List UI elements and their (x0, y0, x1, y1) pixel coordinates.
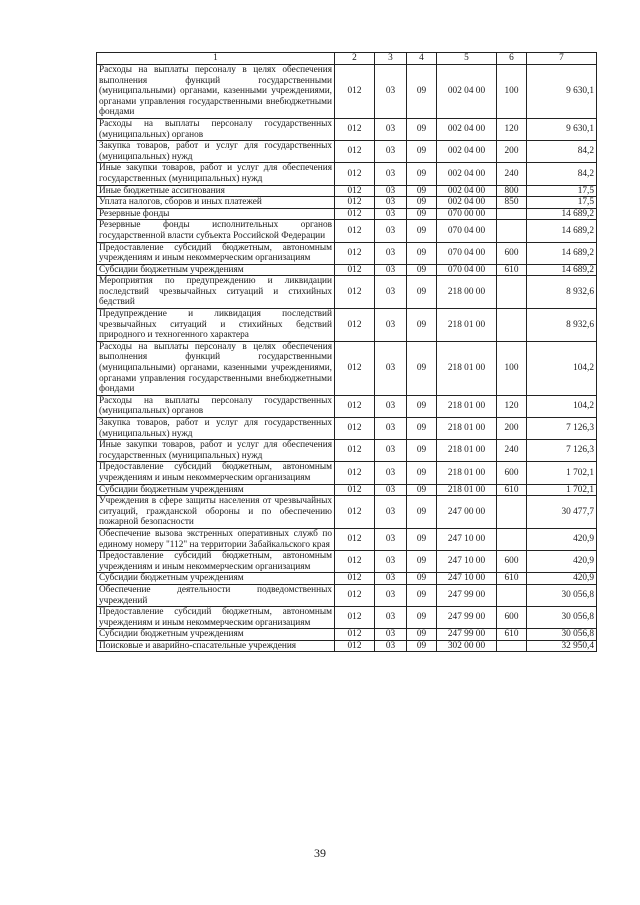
budget-item-name: Предоставление субсидий бюджетным, автономным учреждениям и иным некоммерческим организациям (97, 462, 335, 484)
table-header-row (97, 53, 597, 65)
budget-item-name: Предоставление субсидий бюджетным, автономным учреждениям и иным некоммерческим организациям (97, 242, 335, 264)
subsection-code: 09 (407, 418, 437, 440)
amount: 104,2 (527, 395, 597, 417)
table-row (97, 551, 597, 573)
table-row (97, 197, 597, 209)
subsection-code: 09 (407, 528, 437, 550)
table-row (97, 607, 597, 629)
table-row (97, 395, 597, 417)
column-header: 2 (335, 53, 375, 65)
target-article-code: 070 00 00 (437, 208, 497, 220)
amount: 9 630,1 (527, 118, 597, 140)
expense-type-code: 600 (497, 242, 527, 264)
budget-item-name: Иные бюджетные ассигнования (97, 185, 335, 197)
table-row (97, 208, 597, 220)
table-body (97, 53, 597, 652)
ministry-code: 012 (335, 484, 375, 496)
amount: 8 932,6 (527, 309, 597, 342)
subsection-code: 09 (407, 197, 437, 209)
target-article-code: 218 01 00 (437, 418, 497, 440)
budget-item-name: Субсидии бюджетным учреждениям (97, 573, 335, 585)
budget-item-name: Расходы на выплаты персоналу в целях обеспечения выполнения функций государственными (муниципальными) органами, казенными учреждениями, органами управления государственными внебюджетными фондами (97, 65, 335, 119)
column-header: 1 (97, 53, 335, 65)
ministry-code: 012 (335, 185, 375, 197)
ministry-code: 012 (335, 584, 375, 606)
budget-item-name: Закупка товаров, работ и услуг для государственных (муниципальных) нужд (97, 141, 335, 163)
subsection-code: 09 (407, 341, 437, 395)
budget-item-name: Резервные фонды исполнительных органов государственной власти субъекта Российской Федерации (97, 220, 335, 242)
table-row (97, 462, 597, 484)
target-article-code: 247 99 00 (437, 584, 497, 606)
ministry-code: 012 (335, 276, 375, 309)
ministry-code: 012 (335, 629, 375, 641)
table-row (97, 573, 597, 585)
budget-item-name: Поисковые и аварийно-спасательные учреждения (97, 640, 335, 652)
amount: 420,9 (527, 551, 597, 573)
subsection-code: 09 (407, 118, 437, 140)
amount: 84,2 (527, 141, 597, 163)
ministry-code: 012 (335, 220, 375, 242)
table-row (97, 640, 597, 652)
expense-type-code (497, 309, 527, 342)
expense-type-code: 610 (497, 573, 527, 585)
expense-type-code: 200 (497, 418, 527, 440)
section-code: 03 (375, 418, 407, 440)
subsection-code: 09 (407, 584, 437, 606)
budget-item-name: Расходы на выплаты персоналу в целях обеспечения выполнения функций государственными (муниципальными) органами, казенными учреждениями, органами управления государственными внебюджетными фондами (97, 341, 335, 395)
table-row (97, 341, 597, 395)
amount: 17,5 (527, 185, 597, 197)
target-article-code: 218 01 00 (437, 462, 497, 484)
amount: 420,9 (527, 528, 597, 550)
section-code: 03 (375, 551, 407, 573)
section-code: 03 (375, 462, 407, 484)
table-row (97, 185, 597, 197)
budget-item-name: Расходы на выплаты персоналу государственных (муниципальных) органов (97, 395, 335, 417)
table-row (97, 220, 597, 242)
table-row (97, 528, 597, 550)
column-header: 4 (407, 53, 437, 65)
target-article-code: 247 10 00 (437, 528, 497, 550)
expense-type-code: 100 (497, 65, 527, 119)
ministry-code: 012 (335, 462, 375, 484)
budget-item-name: Расходы на выплаты персоналу государственных (муниципальных) органов (97, 118, 335, 140)
ministry-code: 012 (335, 496, 375, 529)
budget-item-name: Обеспечение вызова экстренных оперативных служб по единому номеру "112" на территории Забайкальского края (97, 528, 335, 550)
section-code: 03 (375, 496, 407, 529)
section-code: 03 (375, 640, 407, 652)
budget-item-name: Предупреждение и ликвидация последствий чрезвычайных ситуаций и стихийных бедствий природного и техногенного характера (97, 309, 335, 342)
expense-type-code (497, 584, 527, 606)
subsection-code: 09 (407, 65, 437, 119)
section-code: 03 (375, 220, 407, 242)
budget-item-name: Субсидии бюджетным учреждениям (97, 484, 335, 496)
expense-type-code: 850 (497, 197, 527, 209)
section-code: 03 (375, 341, 407, 395)
target-article-code: 247 00 00 (437, 496, 497, 529)
section-code: 03 (375, 573, 407, 585)
amount: 9 630,1 (527, 65, 597, 119)
target-article-code: 070 04 00 (437, 264, 497, 276)
subsection-code: 09 (407, 276, 437, 309)
section-code: 03 (375, 242, 407, 264)
ministry-code: 012 (335, 528, 375, 550)
table-row (97, 584, 597, 606)
amount: 7 126,3 (527, 440, 597, 462)
expense-type-code: 800 (497, 185, 527, 197)
subsection-code: 09 (407, 640, 437, 652)
amount: 1 702,1 (527, 484, 597, 496)
amount: 420,9 (527, 573, 597, 585)
target-article-code: 247 99 00 (437, 629, 497, 641)
subsection-code: 09 (407, 141, 437, 163)
expense-type-code (497, 528, 527, 550)
section-code: 03 (375, 163, 407, 185)
expense-type-code: 610 (497, 484, 527, 496)
table-row (97, 309, 597, 342)
ministry-code: 012 (335, 607, 375, 629)
section-code: 03 (375, 440, 407, 462)
table-row (97, 484, 597, 496)
budget-item-name: Закупка товаров, работ и услуг для государственных (муниципальных) нужд (97, 418, 335, 440)
subsection-code: 09 (407, 629, 437, 641)
ministry-code: 012 (335, 208, 375, 220)
amount: 7 126,3 (527, 418, 597, 440)
amount: 30 056,8 (527, 607, 597, 629)
budget-item-name: Иные закупки товаров, работ и услуг для обеспечения государственных (муниципальных) нужд (97, 440, 335, 462)
subsection-code: 09 (407, 551, 437, 573)
ministry-code: 012 (335, 418, 375, 440)
amount: 14 689,2 (527, 264, 597, 276)
ministry-code: 012 (335, 341, 375, 395)
ministry-code: 012 (335, 65, 375, 119)
subsection-code: 09 (407, 440, 437, 462)
expense-type-code: 120 (497, 395, 527, 417)
target-article-code: 247 10 00 (437, 551, 497, 573)
expense-type-code: 240 (497, 163, 527, 185)
document-page (96, 52, 596, 652)
ministry-code: 012 (335, 163, 375, 185)
budget-item-name: Иные закупки товаров, работ и услуг для обеспечения государственных (муниципальных) нужд (97, 163, 335, 185)
amount: 30 477,7 (527, 496, 597, 529)
budget-item-name: Мероприятия по предупреждению и ликвидации последствий чрезвычайных ситуаций и стихийных бедствий (97, 276, 335, 309)
subsection-code: 09 (407, 242, 437, 264)
budget-item-name: Предоставление субсидий бюджетным, автономным учреждениям и иным некоммерческим организациям (97, 551, 335, 573)
target-article-code: 302 00 00 (437, 640, 497, 652)
section-code: 03 (375, 197, 407, 209)
budget-item-name: Уплата налогов, сборов и иных платежей (97, 197, 335, 209)
expense-type-code: 120 (497, 118, 527, 140)
ministry-code: 012 (335, 118, 375, 140)
section-code: 03 (375, 208, 407, 220)
budget-item-name: Резервные фонды (97, 208, 335, 220)
expense-type-code: 600 (497, 462, 527, 484)
subsection-code: 09 (407, 607, 437, 629)
amount: 32 950,4 (527, 640, 597, 652)
amount: 30 056,8 (527, 629, 597, 641)
subsection-code: 09 (407, 220, 437, 242)
section-code: 03 (375, 264, 407, 276)
subsection-code: 09 (407, 395, 437, 417)
target-article-code: 247 10 00 (437, 573, 497, 585)
subsection-code: 09 (407, 208, 437, 220)
target-article-code: 002 04 00 (437, 141, 497, 163)
expense-type-code: 200 (497, 141, 527, 163)
ministry-code: 012 (335, 197, 375, 209)
target-article-code: 247 99 00 (437, 607, 497, 629)
budget-item-name: Учреждения в сфере защиты населения от чрезвычайных ситуаций, гражданской обороны и по обеспечению пожарной безопасности (97, 496, 335, 529)
expense-type-code (497, 276, 527, 309)
target-article-code: 218 01 00 (437, 440, 497, 462)
amount: 8 932,6 (527, 276, 597, 309)
column-header: 5 (437, 53, 497, 65)
expense-type-code: 610 (497, 629, 527, 641)
amount: 17,5 (527, 197, 597, 209)
column-header: 6 (497, 53, 527, 65)
amount: 104,2 (527, 341, 597, 395)
table-row (97, 629, 597, 641)
expense-type-code: 100 (497, 341, 527, 395)
expense-type-code (497, 208, 527, 220)
table-row (97, 418, 597, 440)
table-row (97, 440, 597, 462)
subsection-code: 09 (407, 185, 437, 197)
expense-type-code: 240 (497, 440, 527, 462)
ministry-code: 012 (335, 395, 375, 417)
target-article-code: 218 01 00 (437, 341, 497, 395)
section-code: 03 (375, 185, 407, 197)
ministry-code: 012 (335, 141, 375, 163)
budget-item-name: Субсидии бюджетным учреждениям (97, 264, 335, 276)
target-article-code: 218 01 00 (437, 309, 497, 342)
ministry-code: 012 (335, 309, 375, 342)
subsection-code: 09 (407, 264, 437, 276)
amount: 14 689,2 (527, 208, 597, 220)
table-row (97, 496, 597, 529)
budget-item-name: Предоставление субсидий бюджетным, автономным учреждениям и иным некоммерческим организациям (97, 607, 335, 629)
amount: 14 689,2 (527, 220, 597, 242)
target-article-code: 002 04 00 (437, 118, 497, 140)
ministry-code: 012 (335, 573, 375, 585)
table-row (97, 276, 597, 309)
table-row (97, 118, 597, 140)
table-row (97, 141, 597, 163)
column-header: 7 (527, 53, 597, 65)
section-code: 03 (375, 141, 407, 163)
table-row (97, 242, 597, 264)
section-code: 03 (375, 584, 407, 606)
subsection-code: 09 (407, 462, 437, 484)
subsection-code: 09 (407, 309, 437, 342)
amount: 30 056,8 (527, 584, 597, 606)
target-article-code: 070 04 00 (437, 220, 497, 242)
expense-type-code (497, 496, 527, 529)
section-code: 03 (375, 528, 407, 550)
column-header: 3 (375, 53, 407, 65)
target-article-code: 002 04 00 (437, 197, 497, 209)
ministry-code: 012 (335, 640, 375, 652)
section-code: 03 (375, 65, 407, 119)
subsection-code: 09 (407, 496, 437, 529)
budget-item-name: Субсидии бюджетным учреждениям (97, 629, 335, 641)
section-code: 03 (375, 118, 407, 140)
section-code: 03 (375, 607, 407, 629)
expense-type-code: 600 (497, 607, 527, 629)
section-code: 03 (375, 395, 407, 417)
expense-type-code: 600 (497, 551, 527, 573)
subsection-code: 09 (407, 163, 437, 185)
target-article-code: 002 04 00 (437, 185, 497, 197)
subsection-code: 09 (407, 484, 437, 496)
target-article-code: 218 01 00 (437, 395, 497, 417)
budget-item-name: Обеспечение деятельности подведомственных учреждений (97, 584, 335, 606)
ministry-code: 012 (335, 264, 375, 276)
subsection-code: 09 (407, 573, 437, 585)
target-article-code: 218 01 00 (437, 484, 497, 496)
section-code: 03 (375, 309, 407, 342)
amount: 14 689,2 (527, 242, 597, 264)
table-row (97, 264, 597, 276)
target-article-code: 070 04 00 (437, 242, 497, 264)
target-article-code: 002 04 00 (437, 163, 497, 185)
expense-type-code (497, 640, 527, 652)
target-article-code: 002 04 00 (437, 65, 497, 119)
ministry-code: 012 (335, 242, 375, 264)
budget-table (96, 52, 597, 652)
table-row (97, 163, 597, 185)
table-row (97, 65, 597, 119)
expense-type-code (497, 220, 527, 242)
amount: 84,2 (527, 163, 597, 185)
section-code: 03 (375, 276, 407, 309)
section-code: 03 (375, 629, 407, 641)
target-article-code: 218 00 00 (437, 276, 497, 309)
ministry-code: 012 (335, 440, 375, 462)
page-number: 39 (314, 846, 326, 860)
section-code: 03 (375, 484, 407, 496)
ministry-code: 012 (335, 551, 375, 573)
amount: 1 702,1 (527, 462, 597, 484)
expense-type-code: 610 (497, 264, 527, 276)
